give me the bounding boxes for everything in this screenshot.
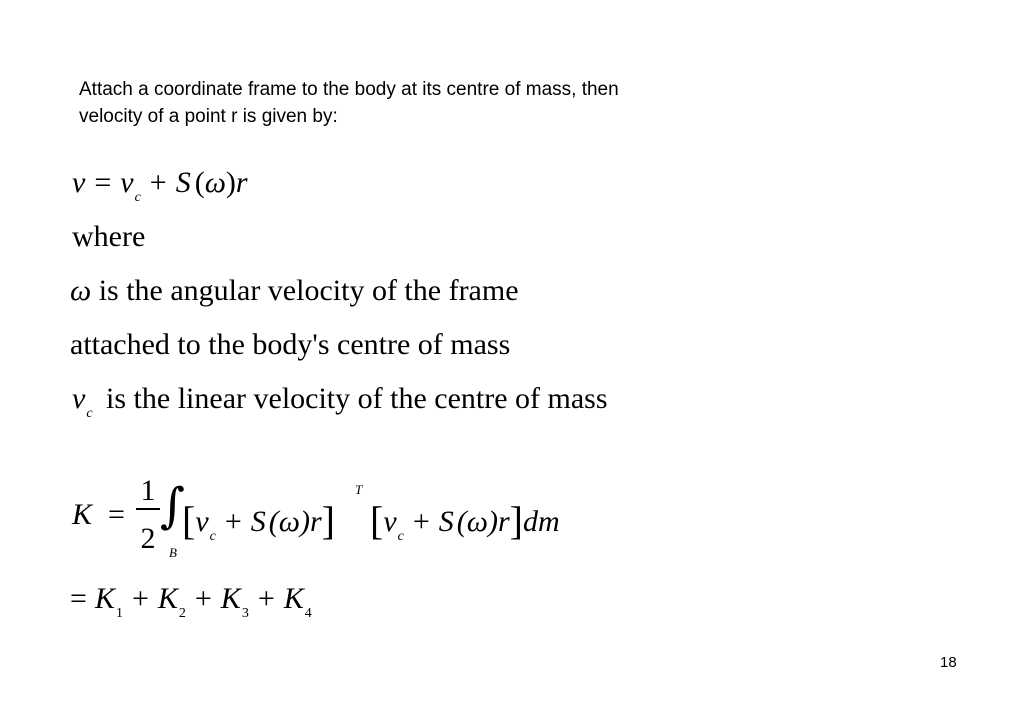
vc-def-subscript: c [86, 406, 93, 421]
k1-subscript: 1 [115, 606, 123, 621]
right-bracket-1: ] [321, 498, 335, 543]
open-paren: ( [194, 166, 205, 199]
plus-sign: + [149, 166, 167, 199]
k2-subscript: 2 [178, 606, 186, 621]
where-label: where [72, 220, 146, 253]
integral-sign: ∫ [160, 478, 186, 534]
fraction-numerator: 1 [140, 474, 156, 507]
vc-definition [72, 382, 608, 421]
omega-def-symbol: ω [70, 274, 92, 307]
integrand-plus-2: + [412, 505, 430, 538]
integrand-paren-2: (ω) [456, 505, 498, 538]
velocity-equation [72, 166, 248, 205]
v-symbol: v [72, 166, 86, 199]
intro-line-1: Attach a coordinate frame to the body at its centre of mass, then [79, 79, 619, 100]
integrand-s2: S [438, 505, 454, 538]
k-equals: = [108, 498, 125, 531]
sum-plus-1: + [131, 582, 149, 615]
k3-subscript: 3 [241, 606, 249, 621]
vc-def-text: is the linear velocity of the centre of mass [106, 382, 608, 415]
s-symbol: S [175, 166, 191, 199]
vc-subscript: c [134, 190, 141, 205]
integrand-second [370, 498, 560, 544]
integrand [182, 498, 335, 544]
integrand-r1: r [309, 505, 322, 538]
integrand-v2: v [383, 505, 397, 538]
integrand-s1: S [250, 505, 266, 538]
omega-symbol: ω [204, 166, 226, 199]
integrand-dm: dm [522, 505, 560, 538]
integrand-r2: r [497, 505, 510, 538]
intro-line-2: velocity of a point r is given by: [79, 106, 338, 127]
r-symbol: r [235, 166, 248, 199]
equals-sign: = [94, 166, 112, 199]
sum-equals: = [70, 582, 87, 615]
k-symbol: K [72, 498, 93, 531]
transpose-superscript: T [355, 482, 363, 497]
integrand-v1: v [195, 505, 209, 538]
integrand-sub2: c [397, 529, 404, 544]
vc-def-symbol: v [72, 382, 86, 415]
k4-symbol: K [283, 582, 304, 615]
k1-symbol: K [94, 582, 115, 615]
attached-line: attached to the body's centre of mass [70, 328, 511, 361]
sum-plus-3: + [257, 582, 275, 615]
right-bracket-2: ] [509, 498, 523, 543]
page-number: 18 [940, 654, 957, 671]
left-bracket-2: [ [370, 498, 384, 543]
intro-text [79, 76, 799, 130]
omega-def-text: is the angular velocity of the frame [98, 274, 519, 307]
left-bracket-1: [ [182, 498, 196, 543]
omega-definition [70, 276, 519, 306]
k3-symbol: K [220, 582, 241, 615]
k2-symbol: K [157, 582, 178, 615]
integral-lower-limit: B [169, 545, 177, 560]
fraction-bar [136, 508, 160, 510]
vc-symbol: v [120, 166, 134, 199]
integrand-plus-1: + [224, 505, 242, 538]
fraction-denominator: 2 [140, 522, 156, 555]
k-sum-equation [70, 582, 312, 621]
k4-subscript: 4 [304, 606, 312, 621]
sum-plus-2: + [194, 582, 212, 615]
integrand-paren-1: (ω) [268, 505, 310, 538]
integrand-sub1: c [209, 529, 216, 544]
close-paren: ) [225, 166, 236, 199]
